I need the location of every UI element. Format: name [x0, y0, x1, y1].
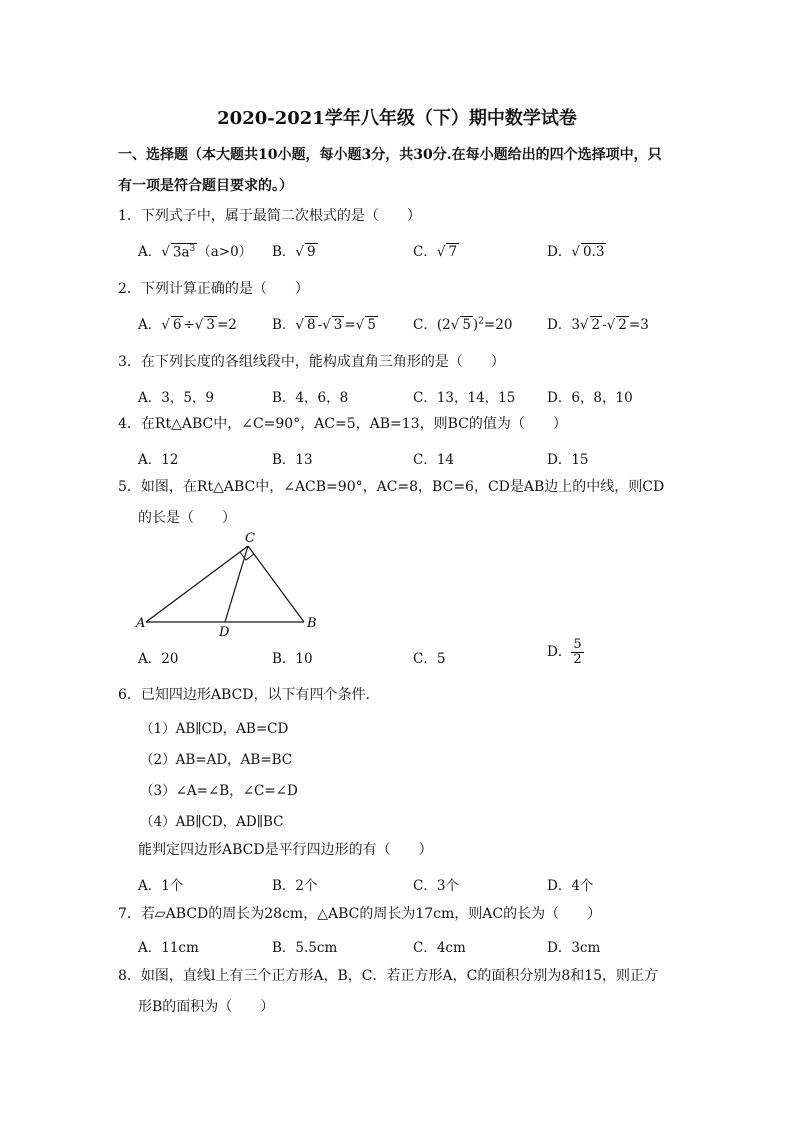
right-angle-mark — [240, 552, 254, 560]
q6-condition-3: （3）∠A=∠B，∠C=∠D — [140, 783, 298, 799]
fraction-five-halves: $\frac{5}{2}$ — [573, 637, 582, 667]
question-4-stem: 4．在Rt△ABC中，∠C=90°，AC=5，AB=13，则BC的值为（ ） — [118, 416, 567, 432]
question-7-options — [138, 936, 658, 958]
q7-option-d: D．3cm — [547, 940, 601, 956]
triangle-figure — [130, 528, 330, 643]
q2-option-d: D．3√ 2 -√ 2 =3 — [547, 317, 649, 333]
q7-option-b: B．5.5cm — [272, 940, 338, 956]
question-2-stem: 2．下列计算正确的是（ ） — [118, 281, 309, 297]
section-header-line2: 有一项是符合题目要求的。） — [118, 178, 293, 194]
question-5-options — [138, 637, 658, 669]
section-header-line1: 一、选择题（本大题共10小题，每小题3分，共30分.在每小题给出的四个选择项中，只 — [118, 147, 662, 163]
question-4-options — [138, 448, 658, 470]
q4-option-c: C．14 — [413, 452, 455, 468]
question-6-stem: 6．已知四边形ABCD，以下有四个条件． — [118, 687, 380, 703]
q3-option-c: C．13，14，15 — [413, 390, 516, 406]
q6-option-d: D．4个 — [547, 878, 594, 894]
label-a: A — [136, 616, 146, 631]
question-5-stem-line1: 5．如图，在Rt△ABC中，∠ACB=90°，AC=8，BC=6，CD是AB边上的中线，则CD — [118, 479, 665, 495]
q7-option-a: A．11cm — [138, 940, 199, 956]
question-2-options — [138, 313, 658, 335]
exam-title: 2020-2021学年八年级（下）期中数学试卷 — [217, 108, 577, 129]
question-6-question: 能判定四边形ABCD是平行四边形的有（ ） — [138, 842, 433, 858]
q2-option-b: B．√ 8 -√ 3 =√ 5 — [272, 317, 376, 333]
label-d: D — [219, 625, 230, 640]
q6-option-b: B．2个 — [272, 878, 318, 894]
label-c: C — [245, 531, 255, 546]
section-header — [118, 140, 688, 202]
segment-ac — [146, 546, 248, 622]
question-7-stem: 7．若▱ABCD的周长为28cm，△ABC的周长为17cm，则AC的长为（ ） — [118, 906, 602, 922]
question-5-stem-line2: 的长是（ ） — [138, 510, 236, 526]
q6-condition-2: （2）AB=AD，AB=BC — [140, 752, 293, 768]
q4-option-b: B．13 — [272, 452, 313, 468]
q1-option-a: A．√ $3a^3$ （a>0） — [138, 243, 253, 260]
question-1-options — [138, 240, 658, 262]
label-b: B — [307, 616, 317, 631]
q6-option-c: C．3个 — [413, 878, 459, 894]
q4-option-d: D．15 — [547, 452, 589, 468]
question-1-stem: 1．下列式子中，属于最简二次根式的是（ ） — [118, 208, 421, 224]
q5-option-a: A．20 — [138, 651, 179, 667]
q6-option-a: A．1个 — [138, 878, 184, 894]
question-6-options — [138, 874, 658, 896]
q5-option-b: B．10 — [272, 651, 313, 667]
q2-option-a: A．√ 6 ÷√ 3 =2 — [138, 317, 237, 333]
q2-option-c: C．(2√ 5 )$^2$=20 — [413, 316, 513, 333]
question-3-stem: 3．在下列长度的各组线段中，能构成直角三角形的是（ ） — [118, 354, 505, 370]
q3-option-a: A．3，5，9 — [138, 390, 215, 406]
question-3-options — [138, 386, 658, 408]
q6-condition-1: （1）AB∥CD，AB=CD — [140, 721, 289, 737]
question-8-stem-line2: 形B的面积为（ ） — [138, 999, 275, 1015]
q5-option-d: D． $\frac{5}{2}$ — [547, 637, 582, 667]
q1-option-b: B．√ 9 — [272, 244, 316, 260]
q6-condition-4: （4）AB∥CD，AD∥BC — [140, 814, 284, 830]
segment-bc — [248, 546, 304, 622]
q1-option-d: D．√ 0.3 — [547, 244, 605, 260]
q3-option-b: B．4，6，8 — [272, 390, 349, 406]
q1-option-c: C．√ 7 — [413, 244, 458, 260]
q3-option-d: D．6，8，10 — [547, 390, 633, 406]
q4-option-a: A．12 — [138, 452, 179, 468]
question-8-stem-line1: 8．如图，直线l上有三个正方形A，B，C．若正方形A，C的面积分别为8和15，则正方 — [118, 968, 659, 984]
q7-option-c: C．4cm — [413, 940, 466, 956]
q5-option-c: C．5 — [413, 651, 446, 667]
